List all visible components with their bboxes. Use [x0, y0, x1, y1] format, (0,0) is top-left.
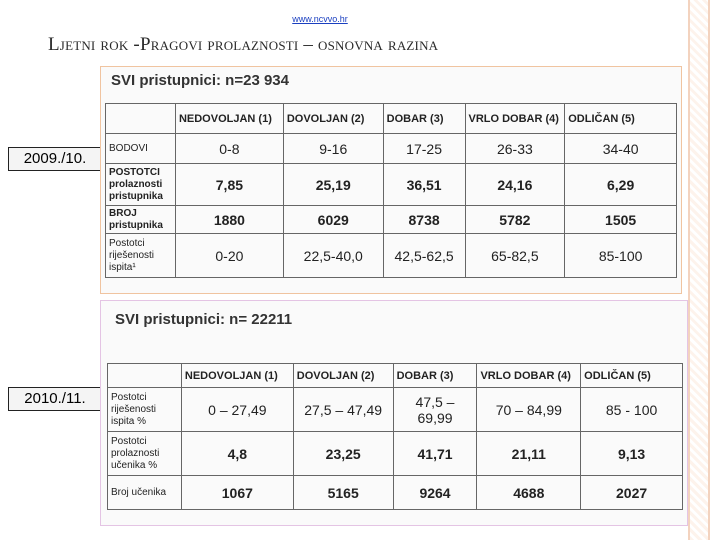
page-title: Ljetni rok -Pragovi prolaznosti – osnovna razina	[48, 34, 439, 55]
panel-title-2010: SVI pristupnici: n= 22211	[115, 311, 293, 328]
table-cell: 4688	[477, 476, 581, 510]
table-cell: 85-100	[565, 234, 677, 278]
table-row	[108, 388, 683, 432]
row-label: Postotci riješenosti ispita¹	[106, 234, 176, 278]
panel-title-2009: SVI pristupnici: n=23 934	[111, 72, 289, 89]
header-row	[106, 104, 677, 134]
table-cell: 1505	[565, 206, 677, 234]
column-header: DOBAR (3)	[393, 364, 477, 388]
source-url-link[interactable]: www.ncvvo.hr	[292, 14, 348, 24]
row-label: Broj učenika	[108, 476, 182, 510]
decorative-right-border	[688, 0, 710, 540]
year-label-2010: 2010./11.	[8, 387, 102, 411]
column-header: DOBAR (3)	[383, 104, 465, 134]
table-row	[108, 432, 683, 476]
row-label: Postotci riješenosti ispita %	[108, 388, 182, 432]
table-cell: 0-8	[175, 134, 283, 164]
table-cell: 1067	[181, 476, 293, 510]
table-row	[108, 476, 683, 510]
table-cell: 65-82,5	[465, 234, 565, 278]
row-label: BROJ pristupnika	[106, 206, 176, 234]
column-header: ODLIČAN (5)	[565, 104, 677, 134]
table-cell: 47,5 – 69,99	[393, 388, 477, 432]
row-label: Postotci prolaznosti učenika %	[108, 432, 182, 476]
table-row	[106, 234, 677, 278]
table-row	[106, 164, 677, 206]
table-cell: 9264	[393, 476, 477, 510]
table-cell: 0-20	[175, 234, 283, 278]
table-cell: 85 - 100	[581, 388, 683, 432]
table-cell: 26-33	[465, 134, 565, 164]
table-cell: 5165	[293, 476, 393, 510]
row-label: BODOVI	[106, 134, 176, 164]
table-cell: 27,5 – 47,49	[293, 388, 393, 432]
table-cell: 21,11	[477, 432, 581, 476]
table-cell: 0 – 27,49	[181, 388, 293, 432]
table-cell: 34-40	[565, 134, 677, 164]
table-cell: 22,5-40,0	[283, 234, 383, 278]
table-cell: 70 – 84,99	[477, 388, 581, 432]
table-cell: 6,29	[565, 164, 677, 206]
table-cell: 41,71	[393, 432, 477, 476]
table-cell: 17-25	[383, 134, 465, 164]
table-cell: 5782	[465, 206, 565, 234]
table-row	[106, 206, 677, 234]
results-panel-2009	[100, 66, 682, 294]
column-header: NEDOVOLJAN (1)	[181, 364, 293, 388]
table-cell: 2027	[581, 476, 683, 510]
table-cell: 9,13	[581, 432, 683, 476]
results-panel-2010	[100, 300, 688, 526]
table-cell: 42,5-62,5	[383, 234, 465, 278]
table-cell: 9-16	[283, 134, 383, 164]
table-cell: 8738	[383, 206, 465, 234]
column-header: VRLO DOBAR (4)	[465, 104, 565, 134]
table-cell: 23,25	[293, 432, 393, 476]
results-table-2009	[105, 103, 677, 278]
header-row	[108, 364, 683, 388]
column-header: DOVOLJAN (2)	[293, 364, 393, 388]
results-table-2010	[107, 363, 683, 510]
column-header: ODLIČAN (5)	[581, 364, 683, 388]
table-row	[106, 134, 677, 164]
table-cell: 1880	[175, 206, 283, 234]
row-label: POSTOTCI prolaznosti pristupnika	[106, 164, 176, 206]
table-cell: 25,19	[283, 164, 383, 206]
column-header: DOVOLJAN (2)	[283, 104, 383, 134]
table-cell: 6029	[283, 206, 383, 234]
table-cell: 4,8	[181, 432, 293, 476]
table-cell: 36,51	[383, 164, 465, 206]
header-blank-cell	[108, 364, 182, 388]
year-label-2009: 2009./10.	[8, 147, 102, 171]
column-header: NEDOVOLJAN (1)	[175, 104, 283, 134]
column-header: VRLO DOBAR (4)	[477, 364, 581, 388]
table-cell: 7,85	[175, 164, 283, 206]
table-cell: 24,16	[465, 164, 565, 206]
header-blank-cell	[106, 104, 176, 134]
